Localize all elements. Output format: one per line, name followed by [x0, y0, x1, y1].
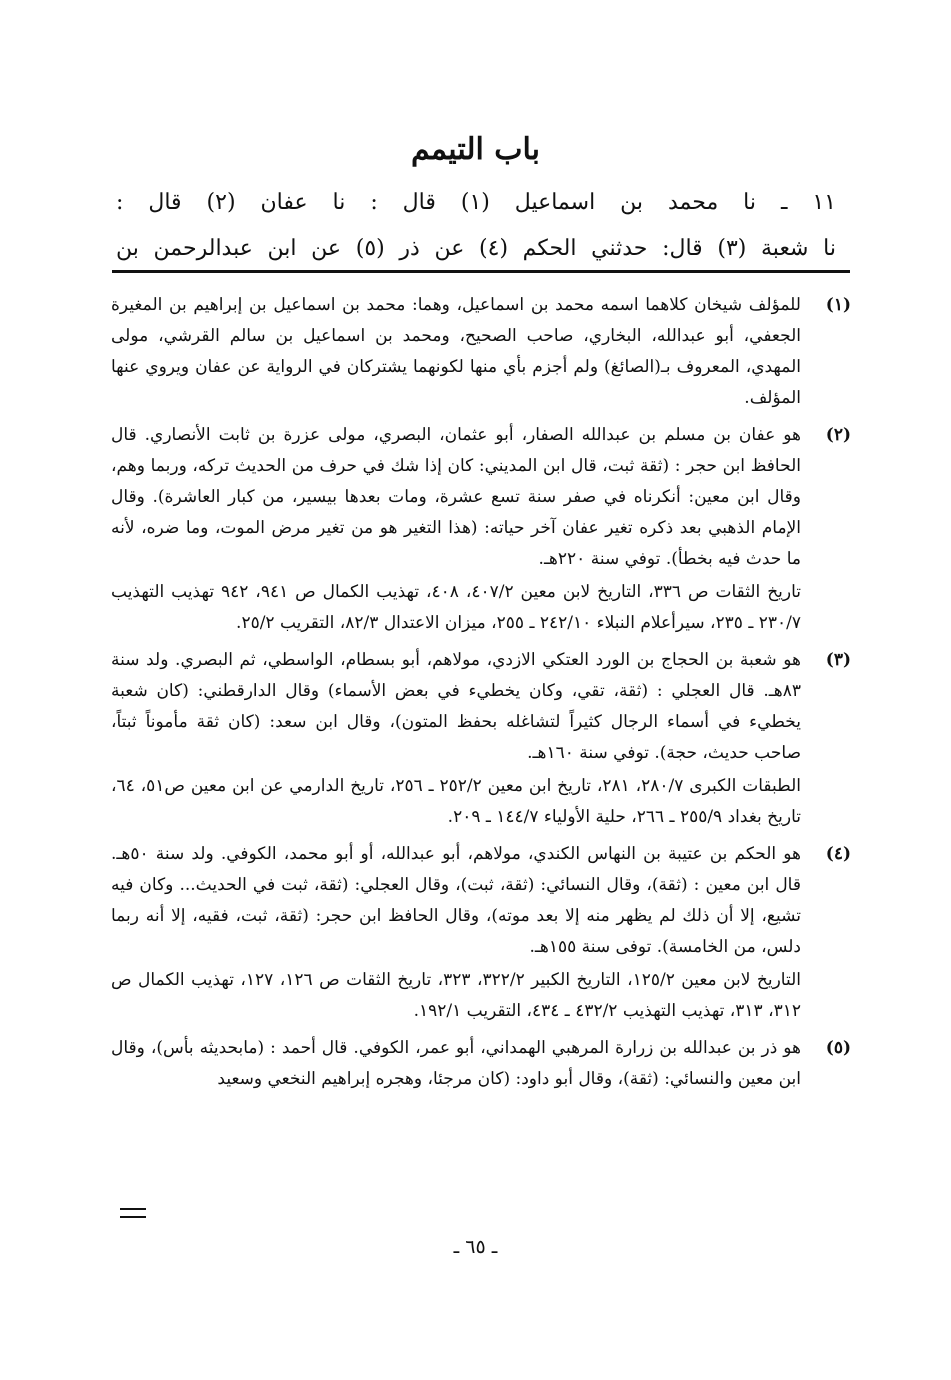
footnote-text: للمؤلف شيخان كلاهما اسمه محمد بن اسماعيل، وهما: محمد بن اسماعيل بن إبراهيم بن المغيرة الجعفي، أبو عبدالله، البخاري، صاحب الصحيح، ومحمد بن اسماعيل بن سالم القرشي، مولى المهدي، المعروف بـ(الصائغ) ولم أجزم بأي منها لكونهما يشتركان في الرواية عن عفان ويروي عنها المؤلف. — [111, 295, 801, 408]
footnote-2 — [111, 420, 851, 639]
footnote-number: (٣) — [825, 650, 851, 670]
footnote-text: هو شعبة بن الحجاج بن الورد العتكي الازدي، مولاهم، أبو بسطام، الواسطي، ثم البصري. ولد سنة ٨٣هـ. قال العجلي : (ثقة، تقي، وكان يخطيء في بعض الأسماء) وقال الدارقطني: (كان شعبة يخطيء في أسماء الرجال كثيراً لتشاغله بحفظ المتون)، وقال ابن سعد: (كان ثقة مأموناً ثبتاً، صاحب حديث، حجة). توفي سنة ١٦٠هـ. — [111, 650, 801, 763]
footnotes — [111, 290, 851, 1101]
footnote-references: التاريخ لابن معين ١٢٥/٢، التاريخ الكبير ٣٢٢/٢، ٣٢٣، تاريخ الثقات ص ١٢٦، ١٢٧، تهذيب الكمال ص ٣١٢، ٣١٣، تهذيب التهذيب ٤٣٢/٢ ـ ٤٣٤، التقريب ١٩٢/١. — [111, 970, 802, 1021]
footnote-number: (٥) — [825, 1038, 851, 1058]
footnote-1 — [111, 290, 851, 414]
footnote-5 — [111, 1033, 851, 1095]
footnote-4 — [111, 839, 851, 1027]
footnote-text: هو ذر بن عبدالله بن زرارة المرهبي الهمداني، أبو عمر، الكوفي. قال أحمد : (مابحديثه بأس)، وقال ابن معين والنسائي: (ثقة)، وقال أبو داود: (كان مرجئا، وهجره إبراهيم النخعي وسعيد — [111, 1038, 801, 1089]
footnote-references: الطبقات الكبرى ٢٨٠/٧، ٢٨١، تاريخ ابن معين ٢٥٢/٢ ـ ٢٥٦، تاريخ الدارمي عن ابن معين ص٥١، ٦٤، تاريخ بغداد ٢٥٥/٩ ـ ٢٦٦، حلية الأولياء ١٤٤/٧ ـ ٢٠٩. — [111, 776, 801, 827]
footnote-separator — [112, 270, 850, 273]
hadith-line-2: نا شعبة (٣) قال: حدثني الحكم (٤) عن ذر (٥) عن ابن عبدالرحمن بن — [116, 236, 836, 261]
continuation-mark — [120, 1208, 146, 1218]
footnote-references: تاريخ الثقات ص ٣٣٦، التاريخ لابن معين ٤٠٧/٢، ٤٠٨، تهذيب الكمال ص ٩٤١، ٩٤٢ تهذيب التهذيب ٢٣٠/٧ ـ ٢٣٥، سيرأعلام النبلاء ٢٤٢/١٠ ـ ٢٥٥، ميزان الاعتدال ٨٢/٣، التقريب ٢٥/٢. — [111, 582, 802, 633]
chapter-title: باب التيمم — [410, 132, 541, 167]
hadith-text — [116, 180, 836, 272]
page-number: ـ ٦٥ ـ — [453, 1236, 498, 1258]
footnote-text: هو عفان بن مسلم بن عبدالله الصفار، أبو عثمان، البصري، مولى عزرة بن ثابت الأنصاري. قال الحافظ ابن حجر : (ثقة ثبت، قال ابن المديني: كان إذا شك في حرف من الحديث تركه، وربما وهم، وقال ابن معين: أنكرناه في صفر سنة تسع عشرة، ومات بعدها بيسير، من كبار العاشرة). وقال الإمام الذهبي بعد ذكره تغير عفان آخر حياته: (هذا التغير هو من تغير مرض الموت، وما ضره، لأنه ما حدث فيه بخطأ). توفي سنة ٢٢٠هـ. — [111, 425, 801, 569]
footnote-number: (٢) — [825, 425, 851, 445]
footnote-text: هو الحكم بن عتيبة بن النهاس الكندي، مولاهم، أبو عبدالله، أو أبو محمد، الكوفي. ولد سنة ٥٠هـ. قال ابن معين : (ثقة)، وقال النسائي: (ثقة، ثبت)، وقال العجلي: (ثقة، ثبت في الحديث... وكان فيه تشيع، إلا أن ذلك لم يظهر منه إلا بعد موته)، وقال الحافظ ابن حجر: (ثقة، ثبت، فقيه، إلا أنه ربما دلس، من الخامسة). توفى سنة ١٥٥هـ. — [111, 844, 801, 957]
hadith-line-1: ١١ ـ نا محمد بن اسماعيل (١) قال : نا عفان (٢) قال : — [116, 190, 836, 215]
footnote-number: (١) — [825, 295, 851, 315]
footnote-number: (٤) — [825, 844, 851, 864]
footnote-3 — [111, 645, 851, 833]
